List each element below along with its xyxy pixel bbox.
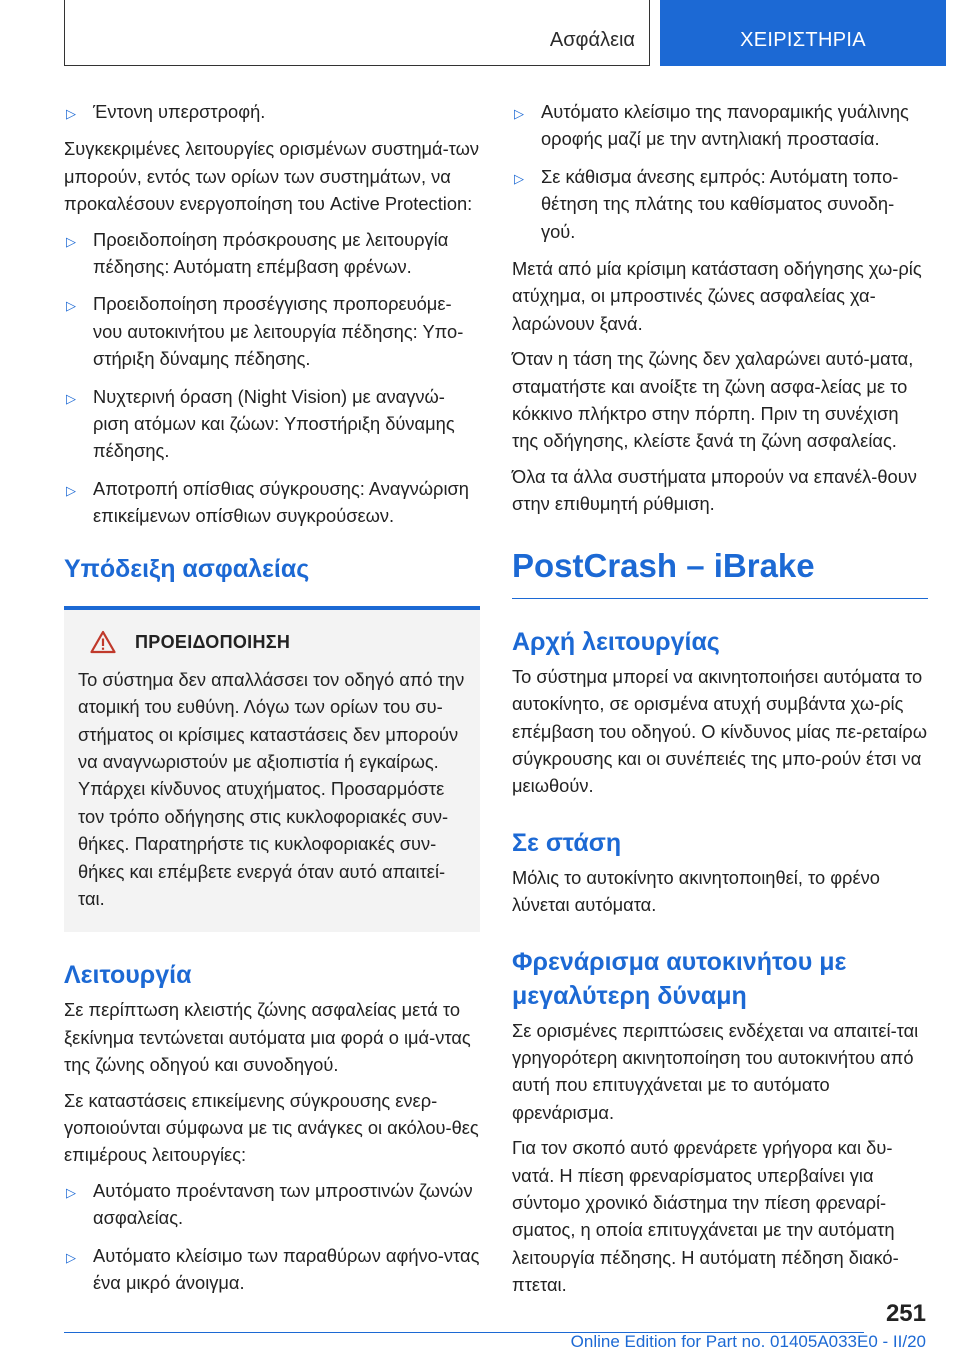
list-item-text: Προειδοποίηση προσέγγισης προπορευόμε-νου αυτοκινήτου με λειτουργία πέδησης: Υπο-στήριξη δύναμης πέδησης.	[93, 293, 464, 370]
list-item-text: Αυτόματο κλείσιμο των παραθύρων αφήνο-ντας ένα μικρό άνοιγμα.	[93, 1244, 480, 1293]
triangle-bullet-icon: ▷	[66, 298, 76, 314]
left-column	[64, 98, 480, 1306]
triangle-bullet-icon: ▷	[66, 1249, 76, 1265]
list-item-text: Αποτροπή οπίσθιας σύγκρουσης: Αναγνώριση επικείμενων οπίσθιων συγκρούσεων.	[93, 477, 469, 527]
triangle-bullet-icon: ▷	[66, 390, 76, 406]
paragraph: Όλα τα άλλα συστήματα μπορούν να επανέλ-θουν στην επιθυμητή ρύθμιση.	[512, 465, 917, 515]
list-item-text: Έντονη υπερστροφή.	[93, 101, 266, 122]
triangle-bullet-icon: ▷	[66, 106, 76, 121]
paragraph: Όταν η τάση της ζώνης δεν χαλαρώνει αυτό-ματα, σταματήστε και ανοίξτε τη ζώνη ασφα-λείας με το κόκκινο πλήκτρο στην πόρπη. Πριν τη συνέχιση της οδήγησης, κλείστε ξανά τη ζώνη ασφαλείας.	[512, 348, 914, 452]
warning-triangle-icon	[90, 630, 116, 654]
warning-box	[64, 606, 480, 933]
warning-text: Το σύστημα δεν απαλλάσσει τον οδηγό από την ατομική του ευθύνη. Λόγω των ορίων του συ-στήματος οι κρίσιμες καταστάσεις δεν μπορούν να αναγνωριστούν με αξιοπιστία ή εγκαίρως. Υπάρχει κίνδυνος ατυχήματος. Προσαρμόστε τον τρόπο οδήγησης στις κυκλοφοριακές συν-θήκες. Παρατηρήστε τις κυκλοφοριακές συν-θήκες και επέμβετε ενεργά όταν αυτό απαιτεί-ται.	[78, 668, 465, 909]
list-item-text: Προειδοποίηση πρόσκρουσης με λειτουργία πέδησης: Αυτόματη επέμβαση φρένων.	[93, 228, 449, 278]
list-item	[64, 226, 480, 281]
triangle-bullet-icon: ▷	[514, 106, 524, 121]
header-section-label: Ασφάλεια	[549, 29, 635, 51]
list-item	[64, 1177, 480, 1232]
list-item	[512, 163, 928, 245]
list-item-text: Αυτόματο προέντανση των μπροστινών ζωνών ασφαλείας.	[93, 1179, 473, 1229]
warning-title: ΠΡΟΕΙΔΟΠΟΙΗΣΗ	[135, 631, 291, 652]
list-item	[64, 475, 480, 530]
right-column	[512, 98, 928, 1307]
list-item-text: Νυχτερινή όραση (Night Vision) με αναγνώ-ριση ατόμων και ζώων: Υποστήριξη δύναμης πέδησης.	[93, 385, 455, 462]
page-number: 251	[885, 1300, 926, 1327]
paragraph: Σε περίπτωση κλειστής ζώνης ασφαλείας μετά το ξεκίνημα τεντώνεται αυτόματα μια φορά ο ιμά-ντας της ζώνης οδηγού και συνοδηγού.	[64, 999, 471, 1076]
triangle-bullet-icon: ▷	[66, 1184, 76, 1200]
principle-heading: Αρχή λειτουργίας	[512, 627, 720, 656]
paragraph: Μόλις το αυτοκίνητο ακινητοποιηθεί, το φρένο λύνεται αυτόματα.	[512, 866, 880, 916]
header-section-tab	[64, 0, 650, 66]
postcrash-heading: PostCrash – iBrake	[512, 546, 928, 599]
list-item-text: Αυτόματο κλείσιμο της πανοραμικής γυάλινης οροφής μαζί με την αντηλιακή προστασία.	[541, 101, 909, 150]
safety-heading: Υπόδειξη ασφαλείας	[64, 554, 310, 583]
list-item-text: Σε κάθισμα άνεσης εμπρός: Αυτόματη τοπο-θέτηση της πλάτης του καθίσματος συνοδη-γού.	[541, 165, 899, 242]
list-item	[64, 1242, 480, 1297]
standstill-heading: Σε στάση	[512, 828, 622, 857]
list-item	[512, 98, 928, 153]
paragraph: Σε ορισμένες περιπτώσεις ενδέχεται να απαιτεί-ται γρηγορότερη ακινητοποίηση του αυτοκινήτου από αυτή που επιτυγχάνεται με το αυτόματο φρενάρισμα.	[512, 1019, 919, 1123]
function-heading: Λειτουργία	[64, 961, 192, 990]
header-chapter-label: ΧΕΙΡΙΣΤΗΡΙΑ	[740, 29, 866, 51]
triangle-bullet-icon: ▷	[66, 233, 76, 249]
edition-footer: Online Edition for Part no. 01405A033E0 - II/20	[570, 1332, 926, 1351]
paragraph: Σε καταστάσεις επικείμενης σύγκρουσης ενερ-γοποιούνται σύμφωνα με τις ανάγκες οι ακόλου-θες επιμέρους λειτουργίες:	[64, 1089, 479, 1166]
triangle-bullet-icon: ▷	[514, 170, 524, 186]
paragraph: Μετά από μία κρίσιμη κατάσταση οδήγησης χω-ρίς ατύχημα, οι μπροστινές ζώνες ασφαλείας χα-λαρώνουν ξανά.	[512, 258, 922, 334]
list-item	[64, 383, 480, 465]
warning-header	[78, 630, 466, 656]
braking-heading: Φρενάρισμα αυτοκινήτου με μεγαλύτερη δύναμη	[512, 947, 847, 1010]
header-chapter-tab	[660, 0, 946, 66]
list-item	[64, 98, 480, 125]
paragraph: Συγκεκριμένες λειτουργίες ορισμένων συστημά-των μπορούν, εντός των ορίων των συστημάτων, να προκαλέσουν ενεργοποίηση του Active Protection:	[64, 138, 480, 215]
paragraph: Το σύστημα μπορεί να ακινητοποιήσει αυτόματα το αυτοκίνητο, σε ορισμένα ατυχή συμβάντα χω-ρίς επέμβαση του οδηγού. Ο κίνδυνος μίας πε-ρεταίρω σύγκρουσης και οι συνέπειές της μπο-ρούν έτσι να μειωθούν.	[512, 665, 927, 797]
list-item	[64, 290, 480, 372]
paragraph: Για τον σκοπό αυτό φρενάρετε γρήγορα και δυ-νατά. Η πίεση φρεναρίσματος υπερβαίνει για σύντομο χρονικό διάστημα την πίεση φρεναρί-σματος, η οποία επιτυγχάνεται με την αυτόματη λειτουργία πέδησης. Η αυτόματη πέδηση διακό-πτεται.	[512, 1137, 899, 1296]
triangle-bullet-icon: ▷	[66, 482, 76, 498]
